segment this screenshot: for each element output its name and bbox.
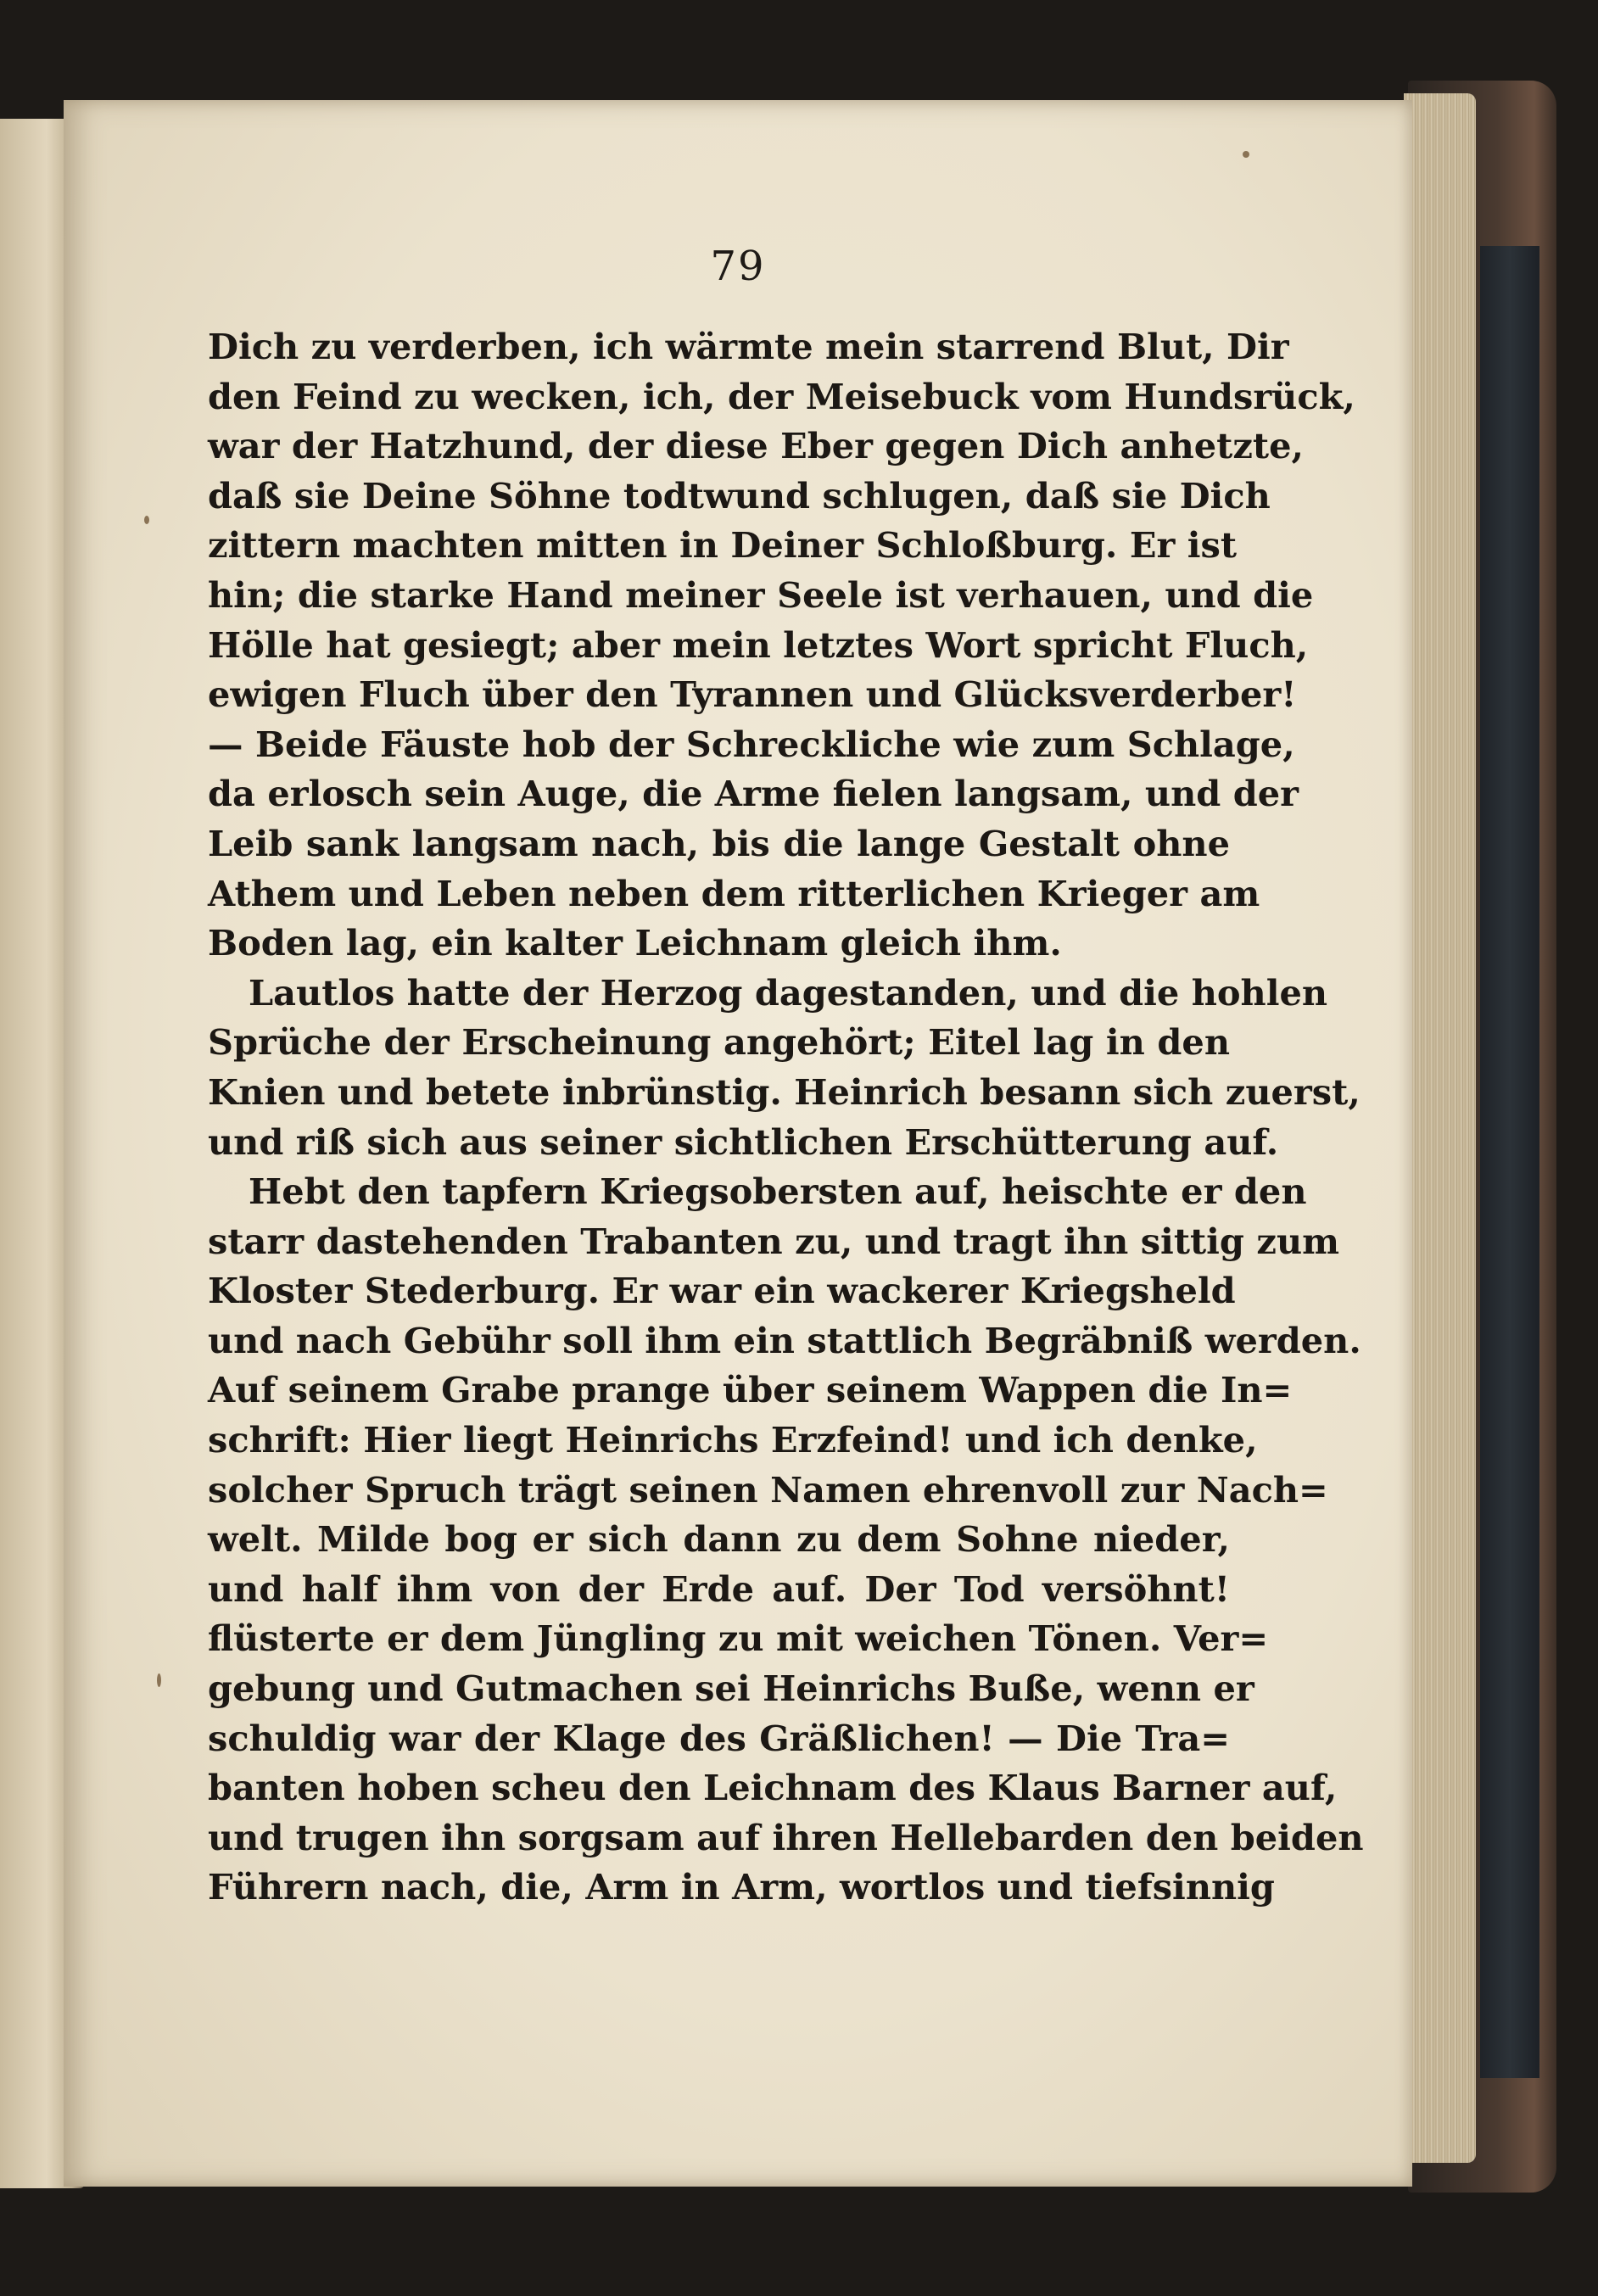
text-line: Kloster Stederburg. Er war ein wackerer Kriegsheld <box>208 1270 1236 1312</box>
text-line: und riß sich aus seiner sichtlichen Erschütterung auf. <box>208 1120 1279 1163</box>
page-text <box>208 322 1364 1913</box>
page-number: 79 <box>710 243 766 290</box>
book-page <box>64 100 1412 2187</box>
paper-spot <box>1243 151 1249 158</box>
text-line: Hebt den tapfern Kriegsobersten auf, heischte er den <box>249 1170 1307 1213</box>
text-line: da erlosch sein Auge, die Arme fielen langsam, und der <box>208 773 1299 815</box>
text-line: und nach Gebühr soll ihm ein stattlich Begräbniß werden. <box>208 1319 1361 1361</box>
text-line: war der Hatzhund, der diese Eber gegen Dich anhetzte, <box>208 425 1304 467</box>
text-line: flüsterte er dem Jüngling zu mit weichen Tönen. Ver= <box>208 1617 1269 1660</box>
text-line: den Feind zu wecken, ich, der Meisebuck vom Hundsrück, <box>208 375 1355 417</box>
paper-spot <box>144 516 149 524</box>
page-edges <box>1404 93 1476 2163</box>
text-line: und half ihm von der Erde auf. Der Tod versöhnt! <box>208 1567 1230 1610</box>
text-line: daß sie Deine Söhne todtwund schlugen, daß sie Dich <box>208 474 1271 517</box>
text-line: Sprüche der Erscheinung angehört; Eitel lag in den <box>208 1021 1230 1064</box>
text-line: Dich zu verderben, ich wärmte mein starrend Blut, Dir <box>208 326 1289 367</box>
text-line: Athem und Leben neben dem ritterlichen Krieger am <box>208 872 1260 914</box>
text-line: schrift: Hier liegt Heinrichs Erzfeind! und ich denke, <box>208 1419 1258 1461</box>
text-line: solcher Spruch trägt seinen Namen ehrenvoll zur Nach= <box>208 1468 1328 1511</box>
text-line: Knien und betete inbrünstig. Heinrich besann sich zuerst, <box>208 1070 1361 1113</box>
cover-spine-band <box>1480 246 1539 2078</box>
text-line: Auf seinem Grabe prange über seinem Wappen die In= <box>208 1369 1293 1411</box>
paper-spot <box>157 1673 161 1687</box>
text-line: zittern machten mitten in Deiner Schloßburg. Er ist <box>208 524 1238 567</box>
text-line: welt. Milde bog er sich dann zu dem Sohne nieder, <box>208 1518 1230 1561</box>
text-line: hin; die starke Hand meiner Seele ist verhauen, und die <box>208 573 1314 616</box>
text-line: Hölle hat gesiegt; aber mein letztes Wort spricht Fluch, <box>208 623 1309 666</box>
text-line: — Beide Fäuste hob der Schreckliche wie zum Schlage, <box>208 723 1295 765</box>
text-line: Boden lag, ein kalter Leichnam gleich ihm. <box>208 922 1062 964</box>
text-line: starr dastehenden Trabanten zu, und tragt ihn sittig zum <box>208 1220 1340 1262</box>
text-line: und trugen ihn sorgsam auf ihren Hellebarden den beiden <box>208 1816 1364 1858</box>
text-line: Leib sank langsam nach, bis die lange Gestalt ohne <box>208 822 1230 864</box>
text-line: schuldig war der Klage des Gräßlichen! — Die Tra= <box>208 1717 1230 1759</box>
text-line: ewigen Fluch über den Tyrannen und Glücksverderber! <box>208 673 1297 716</box>
text-line: Lautlos hatte der Herzog dagestanden, und die hohlen <box>249 971 1328 1014</box>
text-line: Führern nach, die, Arm in Arm, wortlos und tiefsinnig <box>208 1866 1275 1908</box>
text-line: banten hoben scheu den Leichnam des Klaus Barner auf, <box>208 1767 1338 1809</box>
text-line: gebung und Gutmachen sei Heinrichs Buße, wenn er <box>208 1668 1254 1710</box>
